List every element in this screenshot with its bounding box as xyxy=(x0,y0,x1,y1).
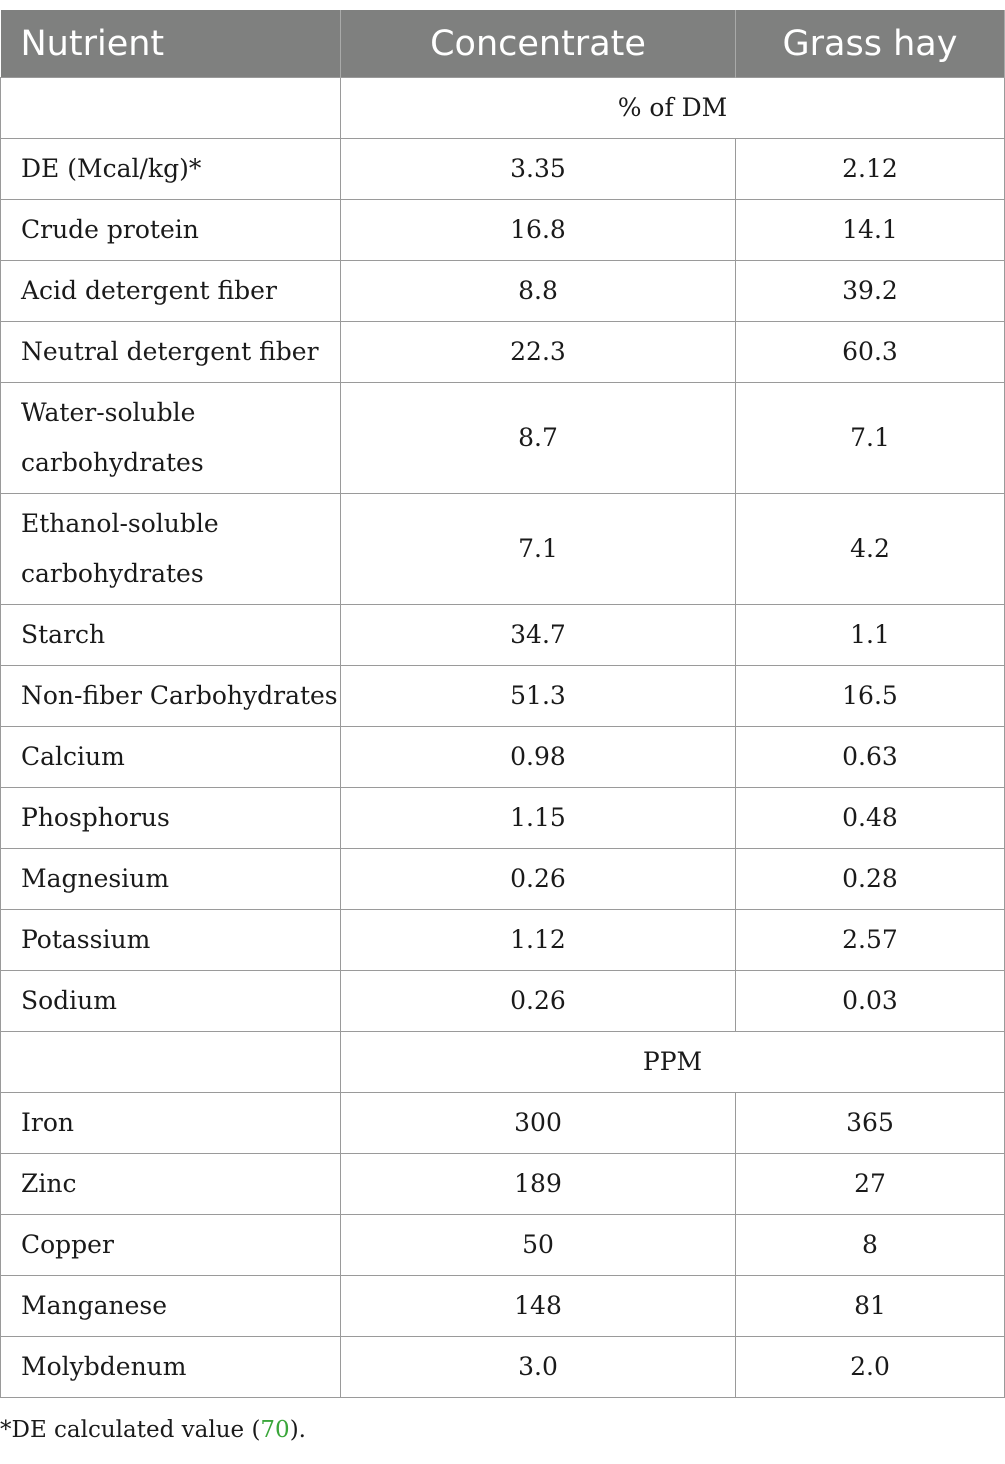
grass-hay-value: 27 xyxy=(736,1154,1005,1215)
nutrient-name: DE (Mcal/kg)* xyxy=(1,139,341,200)
grass-hay-value: 1.1 xyxy=(736,605,1005,666)
table-body xyxy=(1,78,1005,1398)
table-row xyxy=(1,261,1005,322)
nutrient-name: Phosphorus xyxy=(1,788,341,849)
nutrient-table xyxy=(0,10,1005,1398)
concentrate-value: 300 xyxy=(341,1093,736,1154)
nutrient-name-line1: Ethanol-soluble xyxy=(21,509,219,538)
grass-hay-value: 7.1 xyxy=(736,383,1005,494)
concentrate-value: 189 xyxy=(341,1154,736,1215)
nutrient-name-line2: carbohydrates xyxy=(21,559,204,588)
grass-hay-value: 0.03 xyxy=(736,971,1005,1032)
table-row xyxy=(1,1337,1005,1398)
table-header xyxy=(1,10,1005,78)
table-row xyxy=(1,605,1005,666)
table-row xyxy=(1,910,1005,971)
concentrate-value: 1.12 xyxy=(341,910,736,971)
nutrient-name: Neutral detergent fiber xyxy=(1,322,341,383)
section-label-ppm: PPM xyxy=(341,1032,1005,1093)
nutrient-name: Copper xyxy=(1,1215,341,1276)
nutrient-name: Manganese xyxy=(1,1276,341,1337)
table-row xyxy=(1,383,1005,494)
footnote-prefix: *DE calculated value ( xyxy=(0,1417,261,1443)
footnote-suffix: ). xyxy=(289,1417,306,1443)
section-spacer xyxy=(1,78,341,139)
nutrient-name: Calcium xyxy=(1,727,341,788)
concentrate-value: 51.3 xyxy=(341,666,736,727)
nutrient-name: Acid detergent fiber xyxy=(1,261,341,322)
concentrate-value: 3.35 xyxy=(341,139,736,200)
concentrate-value: 34.7 xyxy=(341,605,736,666)
section-row-dm xyxy=(1,78,1005,139)
concentrate-value: 22.3 xyxy=(341,322,736,383)
grass-hay-value: 365 xyxy=(736,1093,1005,1154)
nutrient-name: Zinc xyxy=(1,1154,341,1215)
nutrient-name: Molybdenum xyxy=(1,1337,341,1398)
header-nutrient: Nutrient xyxy=(1,10,341,78)
concentrate-value: 8.8 xyxy=(341,261,736,322)
concentrate-value: 1.15 xyxy=(341,788,736,849)
grass-hay-value: 16.5 xyxy=(736,666,1005,727)
grass-hay-value: 60.3 xyxy=(736,322,1005,383)
section-row-ppm xyxy=(1,1032,1005,1093)
nutrient-name-line2: carbohydrates xyxy=(21,448,204,477)
nutrient-name: Iron xyxy=(1,1093,341,1154)
grass-hay-value: 2.0 xyxy=(736,1337,1005,1398)
grass-hay-value: 0.48 xyxy=(736,788,1005,849)
concentrate-value: 0.26 xyxy=(341,971,736,1032)
table-row xyxy=(1,139,1005,200)
concentrate-value: 148 xyxy=(341,1276,736,1337)
nutrient-name xyxy=(1,494,341,605)
table-row xyxy=(1,1276,1005,1337)
table-footnote xyxy=(0,1417,306,1443)
nutrient-name: Sodium xyxy=(1,971,341,1032)
concentrate-value: 8.7 xyxy=(341,383,736,494)
header-concentrate: Concentrate xyxy=(341,10,736,78)
table-container xyxy=(0,10,1005,1398)
concentrate-value: 7.1 xyxy=(341,494,736,605)
table-row xyxy=(1,494,1005,605)
table-row xyxy=(1,666,1005,727)
grass-hay-value: 0.28 xyxy=(736,849,1005,910)
footnote-reference-link[interactable]: 70 xyxy=(260,1417,290,1443)
table-row xyxy=(1,727,1005,788)
grass-hay-value: 4.2 xyxy=(736,494,1005,605)
nutrient-name: Magnesium xyxy=(1,849,341,910)
table-row xyxy=(1,1154,1005,1215)
nutrient-name: Crude protein xyxy=(1,200,341,261)
table-row xyxy=(1,1215,1005,1276)
grass-hay-value: 81 xyxy=(736,1276,1005,1337)
table-row xyxy=(1,322,1005,383)
header-row xyxy=(1,10,1005,78)
table-row xyxy=(1,1093,1005,1154)
table-row xyxy=(1,788,1005,849)
table-row xyxy=(1,849,1005,910)
header-grass-hay: Grass hay xyxy=(736,10,1005,78)
concentrate-value: 50 xyxy=(341,1215,736,1276)
concentrate-value: 0.98 xyxy=(341,727,736,788)
concentrate-value: 16.8 xyxy=(341,200,736,261)
nutrient-name-line1: Water-soluble xyxy=(21,398,196,427)
nutrient-name: Non-fiber Carbohydrates xyxy=(1,666,341,727)
section-spacer xyxy=(1,1032,341,1093)
nutrient-name: Starch xyxy=(1,605,341,666)
grass-hay-value: 0.63 xyxy=(736,727,1005,788)
nutrient-name xyxy=(1,383,341,494)
table-row xyxy=(1,200,1005,261)
grass-hay-value: 2.12 xyxy=(736,139,1005,200)
section-label-dm: % of DM xyxy=(341,78,1005,139)
table-row xyxy=(1,971,1005,1032)
concentrate-value: 3.0 xyxy=(341,1337,736,1398)
nutrient-name: Potassium xyxy=(1,910,341,971)
grass-hay-value: 8 xyxy=(736,1215,1005,1276)
grass-hay-value: 14.1 xyxy=(736,200,1005,261)
grass-hay-value: 39.2 xyxy=(736,261,1005,322)
concentrate-value: 0.26 xyxy=(341,849,736,910)
grass-hay-value: 2.57 xyxy=(736,910,1005,971)
